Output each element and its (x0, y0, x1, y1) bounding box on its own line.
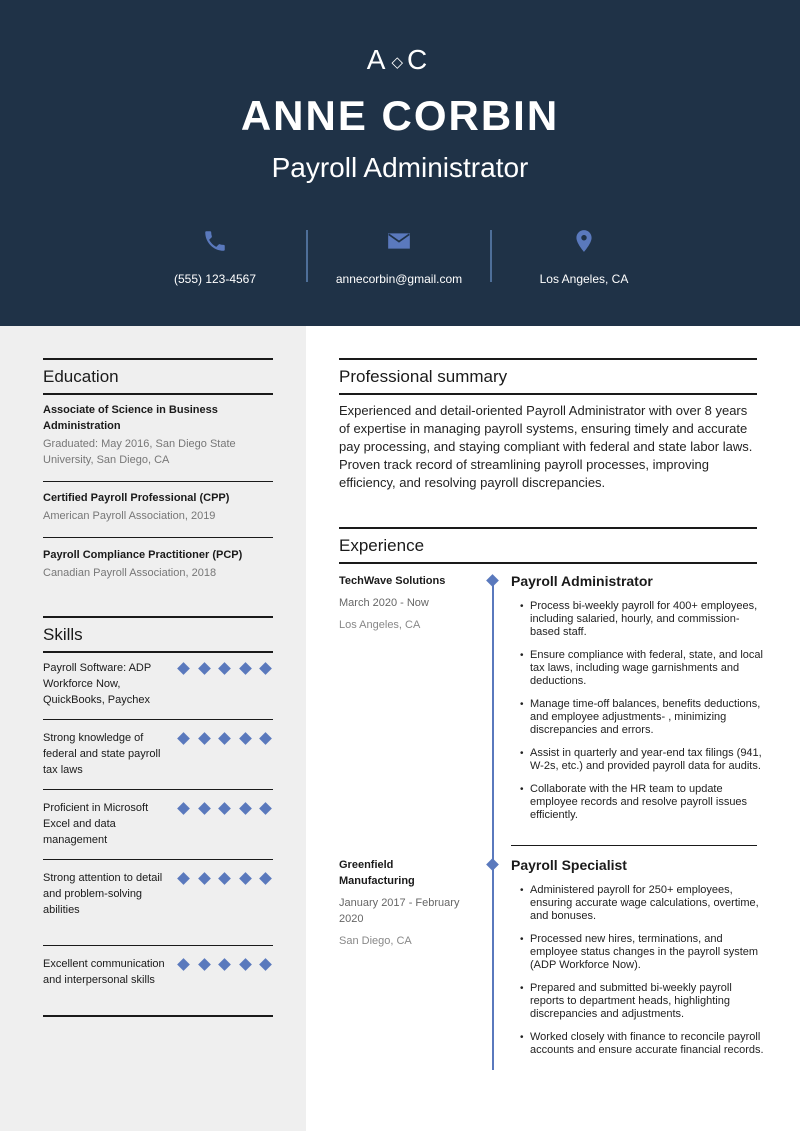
rating-diamond-icon (218, 872, 231, 885)
rating-diamond-icon (198, 958, 211, 971)
job-company: Greenfield Manufacturing (339, 859, 415, 887)
job-dates: March 2020 - Now (339, 597, 429, 609)
job-bullet: • Collaborate with the HR team to update employee records and resolve payroll issues efficiently. (521, 783, 767, 822)
divider (43, 859, 273, 860)
job-bullets (521, 600, 767, 832)
rating-diamond-icon (259, 732, 272, 745)
phone-icon (202, 228, 228, 254)
rating-diamond-icon (239, 732, 252, 745)
monogram-right: C (407, 44, 434, 75)
skill-rating (177, 732, 277, 746)
skill-rating (177, 662, 277, 676)
job-bullet: • Ensure compliance with federal, state, and local tax laws, including wage garnishments and deductions. (521, 649, 767, 688)
diamond-icon: ◇ (391, 53, 403, 71)
skill-rating (177, 802, 277, 816)
email-text[interactable]: annecorbin@gmail.com (335, 272, 463, 286)
rating-diamond-icon (177, 872, 190, 885)
monogram-left: A (366, 44, 392, 75)
rating-diamond-icon (198, 872, 211, 885)
job-bullet: • Worked closely with finance to reconcile payroll accounts and ensure accurate financial records. (521, 1031, 767, 1057)
education-detail: Canadian Payroll Association, 2018 (43, 567, 217, 579)
job-title: Payroll Administrator (511, 573, 653, 589)
education-item (43, 402, 273, 468)
timeline-diamond-icon (486, 858, 499, 871)
rating-diamond-icon (259, 802, 272, 815)
skill-label: Strong knowledge of federal and state payroll tax laws (43, 732, 161, 776)
location-text: Los Angeles, CA (539, 272, 629, 286)
phone-text[interactable]: (555) 123-4567 (173, 272, 257, 286)
rating-diamond-icon (177, 662, 190, 675)
job-bullet: • Processed new hires, terminations, and employee status changes in the payroll system (ADP Workforce Now). (521, 933, 767, 972)
divider (43, 789, 273, 790)
rating-diamond-icon (239, 662, 252, 675)
rating-diamond-icon (239, 872, 252, 885)
candidate-name: ANNE CORBIN (240, 92, 560, 139)
divider (43, 719, 273, 720)
rating-diamond-icon (198, 732, 211, 745)
rating-diamond-icon (198, 662, 211, 675)
divider (43, 537, 273, 538)
education-heading: Education (43, 358, 273, 395)
rating-diamond-icon (218, 958, 231, 971)
envelope-icon (385, 228, 413, 254)
contact-divider (490, 230, 492, 282)
job-role: Payroll Administrator (271, 152, 529, 183)
rating-diamond-icon (218, 662, 231, 675)
education-detail: Graduated: May 2016, San Diego State University, San Diego, CA (43, 438, 236, 466)
rating-diamond-icon (218, 802, 231, 815)
rating-diamond-icon (259, 872, 272, 885)
skill-rating (177, 872, 277, 886)
job-dates: January 2017 - February 2020 (339, 897, 460, 925)
skill-label: Excellent communication and interpersonal skills (43, 958, 165, 986)
experience-heading: Experience (339, 527, 757, 564)
skill-label: Proficient in Microsoft Excel and data management (43, 802, 149, 846)
rating-diamond-icon (239, 958, 252, 971)
rating-diamond-icon (239, 802, 252, 815)
rating-diamond-icon (198, 802, 211, 815)
divider (43, 481, 273, 482)
divider (511, 845, 757, 846)
rating-diamond-icon (177, 732, 190, 745)
rating-diamond-icon (177, 958, 190, 971)
job-bullet: • Process bi-weekly payroll for 400+ employees, including salaried, hourly, and commission-based staff. (521, 600, 767, 639)
job-bullet: • Assist in quarterly and year-end tax filings (941, W-2s, etc.) and provided payroll data for audits. (521, 747, 767, 773)
contact-divider (306, 230, 308, 282)
job-location: Los Angeles, CA (339, 619, 421, 631)
skill-label: Payroll Software: ADP Workforce Now, QuickBooks, Paychex (43, 662, 152, 706)
job-title: Payroll Specialist (511, 857, 627, 873)
job-location: San Diego, CA (339, 935, 412, 947)
education-item (43, 547, 273, 581)
header-banner (0, 0, 800, 326)
contact-location (494, 228, 674, 286)
job-bullet: • Prepared and submitted bi-weekly payroll reports to department heads, highlighting discrepancies and adjustments. (521, 982, 767, 1021)
rating-diamond-icon (259, 662, 272, 675)
summary-heading: Professional summary (339, 358, 757, 395)
education-title: Payroll Compliance Practitioner (PCP) (43, 549, 243, 561)
rating-diamond-icon (177, 802, 190, 815)
job-bullet: • Administered payroll for 250+ employees, ensuring accurate wage calculations, overtime, and bonuses. (521, 884, 767, 923)
education-title: Certified Payroll Professional (CPP) (43, 492, 230, 504)
skills-heading: Skills (43, 616, 273, 653)
education-title: Associate of Science in Business Administration (43, 404, 218, 432)
skill-label: Strong attention to detail and problem-solving abilities (43, 872, 163, 916)
rating-diamond-icon (218, 732, 231, 745)
rating-diamond-icon (259, 958, 272, 971)
job-bullets (521, 884, 767, 1067)
contact-email (309, 228, 489, 286)
timeline-diamond-icon (486, 574, 499, 587)
job-bullet: • Manage time-off balances, benefits deductions, and employee adjustments- , minimizing discrepancies and errors. (521, 698, 767, 737)
timeline-line (492, 580, 494, 1070)
job-company: TechWave Solutions (339, 575, 446, 587)
education-detail: American Payroll Association, 2019 (43, 510, 216, 522)
divider (43, 1015, 273, 1017)
skill-rating (177, 958, 277, 972)
location-pin-icon (571, 228, 597, 254)
monogram (0, 44, 800, 76)
contact-phone (125, 228, 305, 286)
divider (43, 945, 273, 946)
education-item (43, 490, 273, 524)
summary-text: Experienced and detail-oriented Payroll Administrator with over 8 years of expertise in managing payroll systems, ensuring timely and accurate pay processing, and staying compliant with federal and state labor laws. Proven track record of streamlining payroll processes, improving efficiency, and resolving payroll discrepancies. (339, 403, 753, 490)
